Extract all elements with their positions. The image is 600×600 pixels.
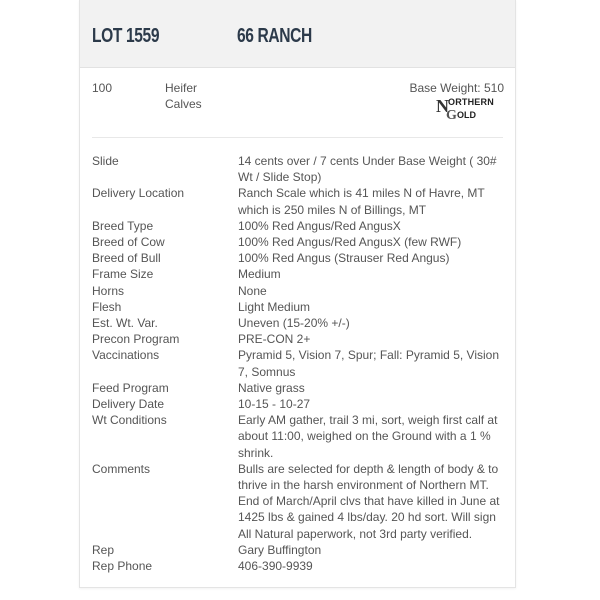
lot-header xyxy=(80,0,515,68)
detail-value: Light Medium xyxy=(238,299,311,314)
detail-row xyxy=(92,153,512,185)
ranch-name: 66 RANCH xyxy=(237,25,312,47)
detail-label: Vaccinations xyxy=(92,348,160,363)
lot-number: LOT 1559 xyxy=(92,25,160,47)
detail-row xyxy=(92,299,512,315)
detail-value: Native grass xyxy=(238,380,305,395)
detail-label: Delivery Date xyxy=(92,397,165,412)
detail-value: 10-15 - 10-27 xyxy=(238,397,311,412)
detail-row xyxy=(92,347,512,379)
svg-text:OLD: OLD xyxy=(457,110,476,120)
svg-text:N: N xyxy=(436,96,449,116)
detail-value: 100% Red Angus/Red AngusX (few RWF) xyxy=(238,235,462,250)
detail-label: Precon Program xyxy=(92,332,180,347)
lot-card xyxy=(79,0,516,588)
detail-row xyxy=(92,542,512,558)
detail-label: Est. Wt. Var. xyxy=(92,316,158,331)
detail-row xyxy=(92,396,512,412)
detail-value: 14 cents over / 7 cents Under Base Weight ( 30# Wt / Slide Stop) xyxy=(238,154,497,185)
divider xyxy=(92,137,503,138)
base-weight: Base Weight: 510 xyxy=(409,81,504,95)
detail-value: Pyramid 5, Vision 7, Spur; Fall: Pyramid 5, Vision 7, Somnus xyxy=(238,348,499,379)
detail-value: Medium xyxy=(238,267,281,282)
detail-label: Breed Type xyxy=(92,218,154,233)
detail-value: Ranch Scale which is 41 miles N of Havre, MT which is 250 miles N of Billings, MT xyxy=(238,186,485,217)
detail-row xyxy=(92,218,512,234)
detail-row xyxy=(92,283,512,299)
detail-row xyxy=(92,234,512,250)
detail-label: Breed of Cow xyxy=(92,235,165,250)
lot-summary xyxy=(80,80,515,136)
northern-gold-logo xyxy=(436,96,516,120)
detail-label: Breed of Bull xyxy=(92,251,161,266)
detail-value: Early AM gather, trail 3 mi, sort, weigh first calf at about 11:00, weighed on the Ground with a 1 % shrink. xyxy=(238,413,498,460)
detail-label: Comments xyxy=(92,461,151,476)
detail-row xyxy=(92,315,512,331)
svg-text:G: G xyxy=(446,108,457,120)
detail-row xyxy=(92,380,512,396)
detail-label: Rep xyxy=(92,542,115,557)
detail-label: Flesh xyxy=(92,299,122,314)
cattle-description: Heifer Calves xyxy=(165,81,202,111)
detail-row xyxy=(92,331,512,347)
detail-value: 100% Red Angus/Red AngusX xyxy=(238,218,401,233)
detail-value: PRE-CON 2+ xyxy=(238,332,311,347)
detail-value: Bulls are selected for depth & length of body & to thrive in the harsh environment of Northern MT. End of March/April clvs that have killed in June at 1425 lbs & gained 4 lbs/day. 20 hd sort. Will sign All Natural paperwork, not 3rd party verified. xyxy=(238,461,500,541)
detail-label: Horns xyxy=(92,283,125,298)
detail-label: Rep Phone xyxy=(92,559,153,574)
detail-row xyxy=(92,412,512,461)
detail-label: Wt Conditions xyxy=(92,413,167,428)
detail-value: Uneven (15-20% +/-) xyxy=(238,316,350,331)
head-count: 100 xyxy=(92,81,113,95)
detail-label: Frame Size xyxy=(92,267,154,282)
detail-label: Feed Program xyxy=(92,380,169,395)
detail-row xyxy=(92,558,512,574)
detail-value: 100% Red Angus (Strauser Red Angus) xyxy=(238,251,450,266)
detail-label: Delivery Location xyxy=(92,186,185,201)
detail-value: 406-390-9939 xyxy=(238,559,313,574)
detail-value: None xyxy=(238,283,267,298)
detail-row xyxy=(92,266,512,282)
detail-value: Gary Buffington xyxy=(238,542,322,557)
detail-label: Slide xyxy=(92,154,119,168)
details-list xyxy=(92,153,512,574)
detail-row xyxy=(92,461,512,542)
detail-row xyxy=(92,185,512,217)
detail-row xyxy=(92,250,512,266)
svg-text:ORTHERN: ORTHERN xyxy=(448,97,494,107)
